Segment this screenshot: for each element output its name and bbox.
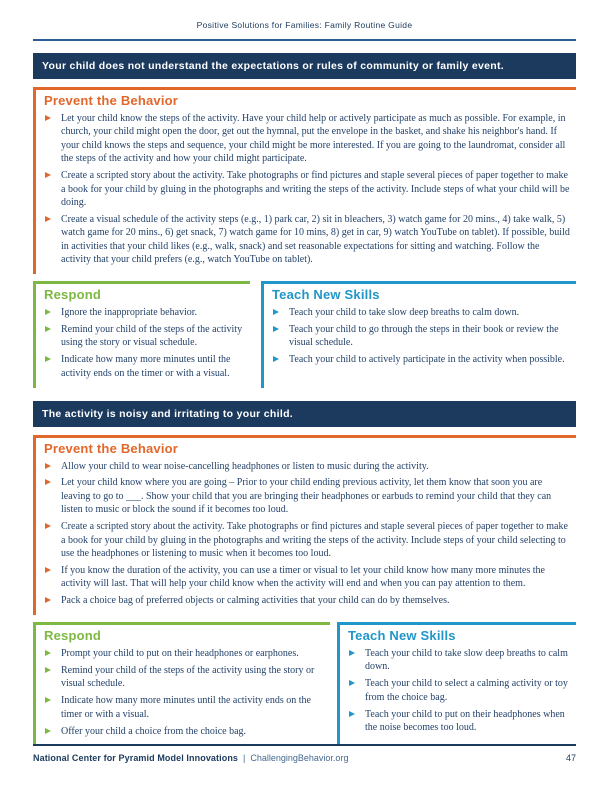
bullet-text: Indicate how many more minutes until the activity ends on the timer or with a visual. xyxy=(61,695,311,720)
teach-new-skills-title: Teach New Skills xyxy=(272,286,380,302)
bullet-item xyxy=(348,647,570,674)
bullet-item xyxy=(44,694,324,721)
bullet-item xyxy=(44,725,324,738)
bullet-item xyxy=(44,460,570,473)
triangle-bullet-icon xyxy=(45,567,51,573)
triangle-bullet-icon xyxy=(349,711,355,717)
bullet-text: Prompt your child to put on their headphones or earphones. xyxy=(61,648,299,660)
triangle-bullet-icon xyxy=(45,172,51,178)
prevent-behavior-title: Prevent the Behavior xyxy=(44,440,179,456)
triangle-bullet-icon xyxy=(45,356,51,362)
triangle-bullet-icon xyxy=(45,326,51,332)
respond-teach-row-2 xyxy=(33,622,576,745)
footer-separator: | xyxy=(243,753,246,763)
footer-organization: National Center for Pyramid Model Innovations xyxy=(33,753,239,763)
respond-box-1 xyxy=(33,281,250,388)
section-banner-1: Your child does not understand the expectations or rules of community or family event. xyxy=(33,53,576,79)
triangle-bullet-icon xyxy=(45,216,51,222)
bullet-text: Create a scripted story about the activity. Take photographs or find pictures and staple several pieces of paper together to make a book for your child by gluing in the photographs and writing the steps of the activity. Include steps of your child selecting to use the headphones or listening to music when it becomes too loud. xyxy=(61,521,568,559)
triangle-bullet-icon xyxy=(45,667,51,673)
bullet-item xyxy=(44,664,324,691)
bullet-text: Teach your child to put on their headphones when the noise becomes too loud. xyxy=(365,708,565,734)
bullet-text: Teach your child to select a calming activity or toy from the choice bag. xyxy=(365,678,568,703)
triangle-bullet-icon xyxy=(349,650,355,656)
respond-title: Respond xyxy=(44,628,102,644)
respond-list xyxy=(44,306,244,380)
prevent-behavior-box-2 xyxy=(33,435,576,616)
teach-new-skills-list xyxy=(348,647,570,734)
bullet-item xyxy=(272,323,570,350)
bullet-item xyxy=(44,353,244,380)
bullet-item xyxy=(272,306,570,319)
triangle-bullet-icon xyxy=(349,680,355,686)
prevent-behavior-list xyxy=(44,112,570,266)
bullet-item xyxy=(44,647,324,660)
bullet-text: Ignore the inappropriate behavior. xyxy=(61,306,198,318)
bullet-text: Teach your child to actively participate in the activity when possible. xyxy=(289,354,565,366)
section-banner-2: The activity is noisy and irritating to your child. xyxy=(33,401,576,427)
triangle-bullet-icon xyxy=(45,728,51,734)
prevent-behavior-title: Prevent the Behavior xyxy=(44,93,179,108)
bullet-item xyxy=(44,564,570,591)
bullet-item xyxy=(44,520,570,560)
bullet-text: Offer your child a choice from the choice bag. xyxy=(61,725,247,737)
teach-new-skills-title: Teach New Skills xyxy=(348,628,456,644)
bullet-text: Allow your child to wear noise-cancelling headphones or listen to music during the activity. xyxy=(61,460,429,472)
footer-website-link[interactable]: ChallengingBehavior.org xyxy=(250,753,349,763)
respond-teach-row-1 xyxy=(33,281,576,388)
bullet-text: Create a scripted story about the activity. Take photographs or find pictures and staple several pieces of paper together to make a book for your child by gluing in the photographs and writing the steps of the activity. Include steps of what your child will be doing. xyxy=(61,170,570,208)
teach-new-skills-box-2 xyxy=(337,622,576,745)
triangle-bullet-icon xyxy=(45,697,51,703)
page-title: Positive Solutions for Families: Family Routine Guide xyxy=(196,20,413,30)
triangle-bullet-icon xyxy=(273,309,279,315)
bullet-text: Teach your child to take slow deep breaths to calm down. xyxy=(365,648,568,673)
respond-list xyxy=(44,647,324,738)
page-footer xyxy=(33,744,576,763)
bullet-text: Pack a choice bag of preferred objects or calming activities that your child can do by themselves. xyxy=(61,595,450,607)
page-number: 47 xyxy=(565,753,576,763)
prevent-behavior-box-1 xyxy=(33,87,576,274)
teach-new-skills-list xyxy=(272,306,570,367)
bullet-text: Let your child know where you are going – Prior to your child ending previous activity, let them know that soon you are leaving to go to ___. Show your child that you are bringing their headphones or earbuds to remind your child that they can listen to music or block the sound if it becomes too loud. xyxy=(61,477,552,516)
bullet-text: Teach your child to take slow deep breaths to calm down. xyxy=(289,306,520,318)
bullet-text: If you know the duration of the activity, you can use a timer or visual to let your child know how many more minutes the activity will last. That will help your child know when the activity will end and when you can pay attention to them. xyxy=(61,564,545,590)
triangle-bullet-icon xyxy=(45,523,51,529)
bullet-item xyxy=(44,594,570,607)
bullet-text: Remind your child of the steps of the activity using the story or visual schedule. xyxy=(61,664,315,690)
bullet-item xyxy=(44,306,244,319)
respond-box-2 xyxy=(33,622,330,745)
bullet-item xyxy=(44,476,570,516)
triangle-bullet-icon xyxy=(45,597,51,603)
document-page xyxy=(33,0,576,746)
bullet-item xyxy=(348,708,570,735)
teach-new-skills-box-1 xyxy=(261,281,576,388)
triangle-bullet-icon xyxy=(45,479,51,485)
triangle-bullet-icon xyxy=(45,463,51,469)
bullet-text: Remind your child of the steps of the activity using the story or visual schedule. xyxy=(61,323,243,349)
bullet-text: Indicate how many more minutes until the activity ends on the timer or with a visual. xyxy=(61,354,231,379)
bullet-item xyxy=(44,323,244,350)
bullet-item xyxy=(348,677,570,704)
triangle-bullet-icon xyxy=(273,356,279,362)
bullet-text: Let your child know the steps of the activity. Have your child help or actively participate as much as possible. For example, in church, your child might open the door, get out the hymnal, put the envelope in the basket, and shake his neighbor's hand. If your child knows the steps and sequence, your child might be more interested. If you are going to the laundromat, consider all the steps of the activity and how your child might participate. xyxy=(61,113,566,165)
triangle-bullet-icon xyxy=(45,309,51,315)
respond-title: Respond xyxy=(44,286,102,302)
bullet-text: Create a visual schedule of the activity steps (e.g., 1) park car, 2) sit in bleachers, 3) watch game for 20 mins., 4) take walk, 5) watch game for 20 mins., 6) get snack, 7) watch game for 10 mins, 8) get in car, 9) watch YouTube on tablet). If possible, build in activities that your child likes (e.g., walk, snack) and set reasonable expectations for sitting and watching. Follow the activity that your child prefers (e.g., watch YouTube on tablet). xyxy=(61,213,570,266)
triangle-bullet-icon xyxy=(45,650,51,656)
bullet-item xyxy=(44,169,570,209)
header-divider xyxy=(33,39,576,41)
bullet-item xyxy=(44,213,570,267)
bullet-item xyxy=(272,353,570,366)
bullet-text: Teach your child to go through the steps in their book or review the visual schedule. xyxy=(289,323,559,349)
triangle-bullet-icon xyxy=(45,115,51,121)
prevent-behavior-list xyxy=(44,460,570,608)
bullet-item xyxy=(44,112,570,166)
triangle-bullet-icon xyxy=(273,326,279,332)
